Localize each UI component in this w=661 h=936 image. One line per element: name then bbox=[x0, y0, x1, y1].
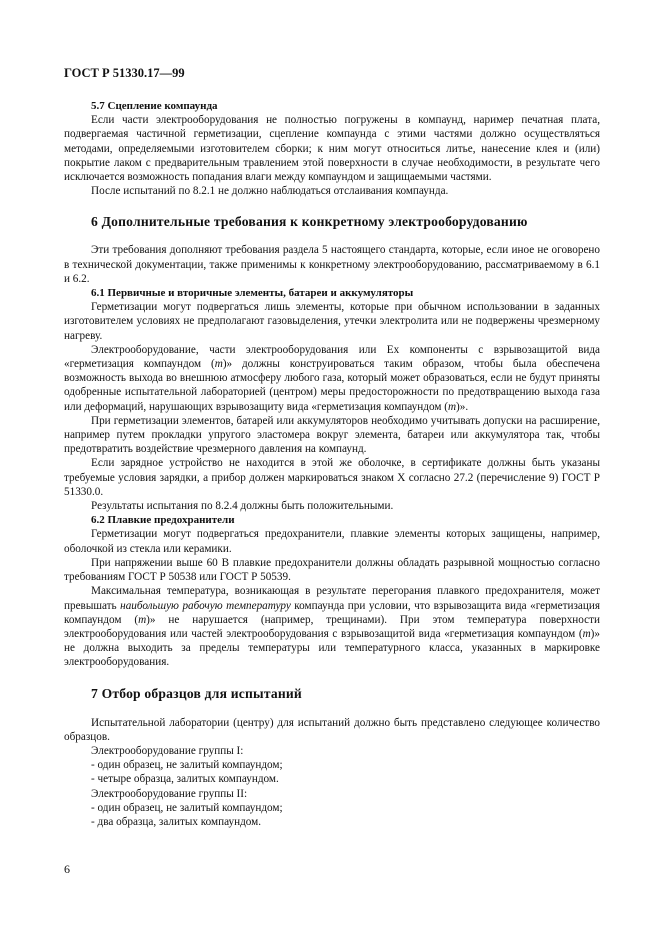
symbol-m: m bbox=[447, 400, 457, 413]
section-6-heading: 6 Дополнительные требования к конкретному электрооборудованию bbox=[91, 214, 528, 230]
list-item: - один образец, не залитый компаундом; bbox=[91, 759, 283, 772]
section-5-7-paragraph-2: После испытаний по 8.2.1 не должно наблюдаться отслаивания компаунда. bbox=[91, 185, 449, 198]
list-item: - один образец, не залитый компаундом; bbox=[91, 801, 283, 814]
document-code-header: ГОСТ Р 51330.17—99 bbox=[64, 66, 185, 80]
page-number: 6 bbox=[64, 862, 70, 876]
section-5-7-heading: 5.7 Сцепление компаунда bbox=[91, 100, 218, 112]
section-6-2-heading: 6.2 Плавкие предохранители bbox=[91, 514, 235, 527]
section-6-1-paragraph-4: Если зарядное устройство не находится в этой же оболочке, в сертификате должны быть указаны требуемые условия зарядки, а прибор должен маркироваться знаком X согласно 27.2 (перечисление 9) ГОСТ Р 51330.0. bbox=[64, 457, 600, 498]
section-7-intro: Испытательной лаборатории (центру) для испытаний должно быть представлено следующее количество образцов. bbox=[64, 716, 600, 743]
section-6-1-paragraph-5: Результаты испытания по 8.2.4 должны быть положительными. bbox=[91, 500, 394, 513]
section-6-1-paragraph-2: Электрооборудование, части электрооборудования или Ex компоненты с взрывозащитой вида «герметизация компаундом (m)» должны конструироваться таким образом, чтобы была обеспечена возможность выхода во внешнюю атмосферу любого газа, который может образоваться, если не будут приняты одобренные испытательной лабораторией (центром) меры предосторожности по предотвращению выхода газа или деформаций, нарушающих взрывозащиту вида «герметизация компаундом (m)». bbox=[64, 343, 600, 413]
section-6-2-paragraph-3: Максимальная температура, возникающая в результате перегорания плавкого предохранителя, может превышать наибольшую рабочую температуру компаунда при условии, что взрывозащита вида «герметизация компаундом (m)» не нарушается (например, трещинами). При этом температура поверхности электрооборудования или частей электрооборудования с взрывозащитой вида «герметизация компаундом (m)» не должна выходить за пределы температуры или температурного класса, указанных в маркировке электрооборудования. bbox=[64, 585, 600, 669]
symbol-m: m bbox=[138, 613, 147, 626]
section-6-2-paragraph-1: Герметизации могут подвергаться предохранители, плавкие элементы которых защищены, например, оболочкой из стекла или керамики. bbox=[64, 528, 600, 555]
section-7-heading: 7 Отбор образцов для испытаний bbox=[91, 685, 302, 701]
symbol-m: m bbox=[214, 358, 223, 371]
document-body bbox=[64, 99, 600, 829]
symbol-m: m bbox=[582, 627, 591, 640]
section-6-1-paragraph-1: Герметизации могут подвергаться лишь элементы, которые при обычном использовании в заданных изготовителем условиях не предполагают газовыделения, утечки электролита или не подвержены чрезмерному нагреву. bbox=[64, 301, 600, 342]
section-6-1-paragraph-3: При герметизации элементов, батарей или аккумуляторов необходимо учитывать допуски на расширение, например путем прокладки упругого эластомера вокруг элемента, батареи или аккумулятора так, чтобы предотвратить воздействие чрезмерного давления на компаунд. bbox=[64, 414, 600, 456]
section-6-1-heading: 6.1 Первичные и вторичные элементы, батареи и аккумуляторы bbox=[91, 287, 414, 300]
emphasis-text: наибольшую рабочую температуру bbox=[120, 599, 291, 612]
list-item: - четыре образца, залитых компаундом. bbox=[91, 773, 279, 786]
section-6-2-paragraph-2: При напряжении выше 60 В плавкие предохранители должны обладать разрывной мощностью согласно требованиям ГОСТ Р 50538 или ГОСТ Р 50539. bbox=[64, 556, 600, 584]
group-1-label: Электрооборудование группы I: bbox=[91, 744, 244, 757]
section-5-7-paragraph-1: Если части электрооборудования не полностью погружены в компаунд, наример печатная плата, подвергаемая частичной герметизации, сцепление компаунда с этими частями должно осуществляться методами, определяемыми изготовителем сборки; к ним могут относиться литье, нанесение клея и (или) покрытие лаком с предварительным травлением этой поверхности в случае необходимости, в результате чего исключается возможность попадания влаги между компаундом и защищаемыми частями. bbox=[64, 114, 600, 184]
section-6-intro: Эти требования дополняют требования раздела 5 настоящего стандарта, которые, если иное не оговорено в технической документации, также применимы к конкретному электрооборудованию, рассматриваемому в 6.1 и 6.2. bbox=[64, 244, 600, 285]
group-2-label: Электрооборудование группы II: bbox=[91, 787, 248, 800]
list-item: - два образца, залитых компаундом. bbox=[91, 815, 262, 828]
